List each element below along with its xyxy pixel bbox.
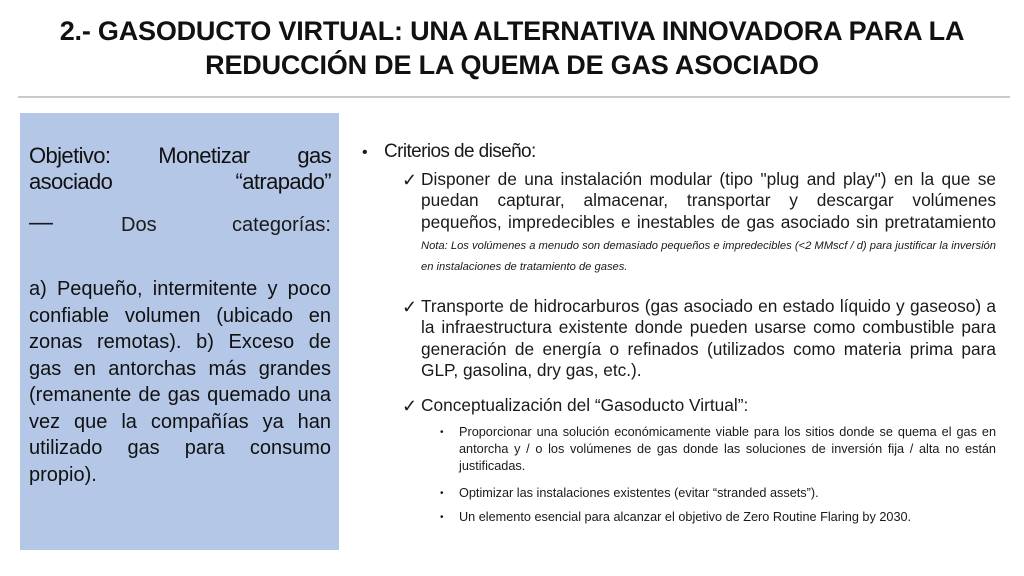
objective-text: Objetivo: Monetizar gas asociado “atrapado” xyxy=(29,143,331,194)
criteria-item-concept xyxy=(402,395,996,416)
categories-word-dos: Dos xyxy=(121,214,157,236)
criteria-heading-text: Criterios de diseño: xyxy=(384,141,536,162)
criteria-item-modular xyxy=(402,169,996,275)
concept-sub-item-text: Optimizar las instalaciones existentes (evitar “stranded assets”). xyxy=(459,486,819,500)
criteria-item-transport-text: Transporte de hidrocarburos (gas asociado en estado líquido y gaseoso) a la infraestructura existente donde pueden usarse como combustible para generación de energía o refinados (utilizados como materia prima para GLP, gasolina, dry gas, etc.). xyxy=(421,296,996,380)
slide-title xyxy=(0,14,1024,82)
criteria-item-transport xyxy=(402,296,996,381)
criteria-item-modular-text: Disponer de una instalación modular (tipo "plug and play") en la que se puedan capturar, almacenar, transportar y descargar volúmenes pequeños, impredecibles e inestables de gas asociado sin pretratamiento xyxy=(421,169,996,232)
concept-sub-item xyxy=(440,509,996,526)
bullet-icon: • xyxy=(362,144,368,161)
concept-sub-item xyxy=(440,424,996,475)
dash-mark: — xyxy=(29,209,53,236)
concept-sub-item-text: Proporcionar una solución económicamente viable para los sitios donde se quema el gas en antorcha y / o los volúmenes de gas donde las soluciones de inversión fija / alta no están justificadas. xyxy=(459,425,996,473)
slide-title-line1: 2.- GASODUCTO VIRTUAL: UNA ALTERNATIVA INNOVADORA PARA LA xyxy=(59,16,965,46)
bullet-icon: • xyxy=(440,427,444,438)
categories-word-categorias: categorías: xyxy=(232,214,331,236)
checkmark-icon: ✓ xyxy=(402,170,418,190)
categories-text: a) Pequeño, intermitente y poco confiable volumen (ubicado en zonas remotas). b) Exceso de gas en antorchas más grandes (remanente de gas quemado una vez que la compañías ya han utilizado gas para consumo propio). xyxy=(29,278,331,486)
criteria-item-concept-text: Conceptualización del “Gasoducto Virtual”: xyxy=(421,395,749,415)
criteria-heading xyxy=(362,140,536,165)
concept-sub-item-text: Un elemento esencial para alcanzar el objetivo de Zero Routine Flaring by 2030. xyxy=(459,510,912,524)
title-divider xyxy=(18,96,1010,98)
bullet-icon: • xyxy=(440,488,444,499)
concept-sub-item xyxy=(440,485,996,502)
criteria-item-modular-note: Nota: Los volúmenes a menudo son demasiado pequeños e impredecibles (<2 MMscf / d) para justificar la inversión en instalaciones de tratamiento de gases. xyxy=(421,239,996,274)
categories-header xyxy=(29,210,331,240)
checkmark-icon: ✓ xyxy=(402,396,418,416)
bullet-icon: • xyxy=(440,512,444,523)
slide-title-line2: REDUCCIÓN DE LA QUEMA DE GAS ASOCIADO xyxy=(205,50,819,80)
checkmark-icon: ✓ xyxy=(402,297,418,317)
